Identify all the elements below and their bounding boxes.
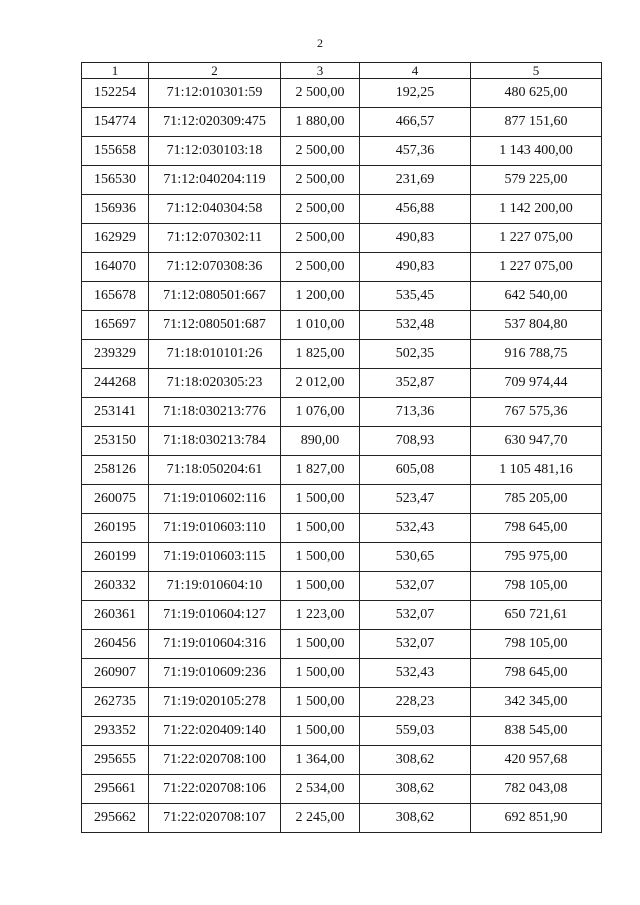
rate-cell: 532,07	[360, 601, 471, 630]
cadastral-number-cell: 71:22:020708:106	[149, 775, 281, 804]
rate-cell: 352,87	[360, 369, 471, 398]
cadastral-number-cell: 71:18:030213:784	[149, 427, 281, 456]
value-cell: 1 227 075,00	[471, 253, 602, 282]
row-id-cell: 293352	[82, 717, 149, 746]
area-cell: 2 500,00	[281, 224, 360, 253]
row-id-cell: 260195	[82, 514, 149, 543]
area-cell: 1 500,00	[281, 543, 360, 572]
area-cell: 1 500,00	[281, 485, 360, 514]
row-id-cell: 253150	[82, 427, 149, 456]
table-row	[82, 717, 602, 746]
value-cell: 480 625,00	[471, 79, 602, 108]
row-id-cell: 164070	[82, 253, 149, 282]
column-header: 3	[281, 63, 360, 79]
value-cell: 537 804,80	[471, 311, 602, 340]
row-id-cell: 262735	[82, 688, 149, 717]
data-table	[81, 62, 602, 833]
area-cell: 2 500,00	[281, 79, 360, 108]
value-cell: 1 143 400,00	[471, 137, 602, 166]
area-cell: 890,00	[281, 427, 360, 456]
table-row	[82, 485, 602, 514]
table-row	[82, 79, 602, 108]
cadastral-number-cell: 71:19:010603:110	[149, 514, 281, 543]
row-id-cell: 295655	[82, 746, 149, 775]
table-body	[82, 79, 602, 833]
cadastral-number-cell: 71:19:010604:316	[149, 630, 281, 659]
area-cell: 1 500,00	[281, 717, 360, 746]
value-cell: 916 788,75	[471, 340, 602, 369]
table-row	[82, 427, 602, 456]
cadastral-number-cell: 71:19:010609:236	[149, 659, 281, 688]
column-header: 2	[149, 63, 281, 79]
row-id-cell: 165697	[82, 311, 149, 340]
value-cell: 798 105,00	[471, 630, 602, 659]
rate-cell: 466,57	[360, 108, 471, 137]
rate-cell: 231,69	[360, 166, 471, 195]
row-id-cell: 156936	[82, 195, 149, 224]
value-cell: 785 205,00	[471, 485, 602, 514]
cadastral-number-cell: 71:19:010603:115	[149, 543, 281, 572]
cadastral-number-cell: 71:18:020305:23	[149, 369, 281, 398]
area-cell: 1 827,00	[281, 456, 360, 485]
table-row	[82, 195, 602, 224]
area-cell: 1 500,00	[281, 572, 360, 601]
column-header: 5	[471, 63, 602, 79]
rate-cell: 532,43	[360, 659, 471, 688]
area-cell: 2 500,00	[281, 137, 360, 166]
value-cell: 1 142 200,00	[471, 195, 602, 224]
column-header: 1	[82, 63, 149, 79]
area-cell: 1 200,00	[281, 282, 360, 311]
row-id-cell: 154774	[82, 108, 149, 137]
row-id-cell: 260075	[82, 485, 149, 514]
row-id-cell: 156530	[82, 166, 149, 195]
cadastral-number-cell: 71:18:030213:776	[149, 398, 281, 427]
area-cell: 1 500,00	[281, 659, 360, 688]
table-row	[82, 659, 602, 688]
row-id-cell: 260456	[82, 630, 149, 659]
rate-cell: 308,62	[360, 775, 471, 804]
page-number: 2	[317, 36, 323, 50]
area-cell: 2 500,00	[281, 195, 360, 224]
rate-cell: 192,25	[360, 79, 471, 108]
cadastral-number-cell: 71:12:080501:687	[149, 311, 281, 340]
table-row	[82, 282, 602, 311]
value-cell: 709 974,44	[471, 369, 602, 398]
table-header-row	[82, 63, 602, 79]
cadastral-number-cell: 71:12:030103:18	[149, 137, 281, 166]
row-id-cell: 152254	[82, 79, 149, 108]
row-id-cell: 260361	[82, 601, 149, 630]
rate-cell: 530,65	[360, 543, 471, 572]
area-cell: 2 012,00	[281, 369, 360, 398]
rate-cell: 456,88	[360, 195, 471, 224]
rate-cell: 532,07	[360, 630, 471, 659]
row-id-cell: 258126	[82, 456, 149, 485]
rate-cell: 490,83	[360, 253, 471, 282]
table-row	[82, 630, 602, 659]
area-cell: 1 500,00	[281, 514, 360, 543]
table-row	[82, 572, 602, 601]
table-row	[82, 514, 602, 543]
value-cell: 767 575,36	[471, 398, 602, 427]
table-row	[82, 253, 602, 282]
rate-cell: 713,36	[360, 398, 471, 427]
rate-cell: 228,23	[360, 688, 471, 717]
cadastral-number-cell: 71:22:020708:107	[149, 804, 281, 833]
value-cell: 692 851,90	[471, 804, 602, 833]
value-cell: 420 957,68	[471, 746, 602, 775]
table-row	[82, 108, 602, 137]
cadastral-number-cell: 71:19:020105:278	[149, 688, 281, 717]
row-id-cell: 253141	[82, 398, 149, 427]
rate-cell: 308,62	[360, 804, 471, 833]
table-row	[82, 398, 602, 427]
value-cell: 642 540,00	[471, 282, 602, 311]
cadastral-number-cell: 71:22:020708:100	[149, 746, 281, 775]
row-id-cell: 260199	[82, 543, 149, 572]
table-row	[82, 775, 602, 804]
area-cell: 2 500,00	[281, 253, 360, 282]
table-row	[82, 340, 602, 369]
cadastral-number-cell: 71:12:040204:119	[149, 166, 281, 195]
rate-cell: 502,35	[360, 340, 471, 369]
row-id-cell: 244268	[82, 369, 149, 398]
table-row	[82, 746, 602, 775]
rate-cell: 532,43	[360, 514, 471, 543]
table-row	[82, 543, 602, 572]
area-cell: 1 364,00	[281, 746, 360, 775]
rate-cell: 532,07	[360, 572, 471, 601]
value-cell: 650 721,61	[471, 601, 602, 630]
table-row	[82, 456, 602, 485]
row-id-cell: 260907	[82, 659, 149, 688]
table-row	[82, 804, 602, 833]
rate-cell: 532,48	[360, 311, 471, 340]
row-id-cell: 239329	[82, 340, 149, 369]
value-cell: 1 105 481,16	[471, 456, 602, 485]
value-cell: 877 151,60	[471, 108, 602, 137]
cadastral-number-cell: 71:18:050204:61	[149, 456, 281, 485]
rate-cell: 308,62	[360, 746, 471, 775]
area-cell: 2 500,00	[281, 166, 360, 195]
row-id-cell: 165678	[82, 282, 149, 311]
table-row	[82, 224, 602, 253]
value-cell: 798 105,00	[471, 572, 602, 601]
cadastral-number-cell: 71:12:080501:667	[149, 282, 281, 311]
row-id-cell: 295661	[82, 775, 149, 804]
row-id-cell: 260332	[82, 572, 149, 601]
cadastral-number-cell: 71:19:010604:10	[149, 572, 281, 601]
value-cell: 795 975,00	[471, 543, 602, 572]
row-id-cell: 295662	[82, 804, 149, 833]
value-cell: 798 645,00	[471, 659, 602, 688]
row-id-cell: 155658	[82, 137, 149, 166]
rate-cell: 708,93	[360, 427, 471, 456]
cadastral-number-cell: 71:22:020409:140	[149, 717, 281, 746]
table-row	[82, 166, 602, 195]
rate-cell: 605,08	[360, 456, 471, 485]
table-row	[82, 688, 602, 717]
table-row	[82, 137, 602, 166]
area-cell: 2 534,00	[281, 775, 360, 804]
cadastral-number-cell: 71:12:040304:58	[149, 195, 281, 224]
area-cell: 1 825,00	[281, 340, 360, 369]
value-cell: 838 545,00	[471, 717, 602, 746]
value-cell: 630 947,70	[471, 427, 602, 456]
column-header: 4	[360, 63, 471, 79]
rate-cell: 523,47	[360, 485, 471, 514]
cadastral-number-cell: 71:19:010604:127	[149, 601, 281, 630]
cadastral-number-cell: 71:12:070302:11	[149, 224, 281, 253]
value-cell: 782 043,08	[471, 775, 602, 804]
area-cell: 1 223,00	[281, 601, 360, 630]
rate-cell: 457,36	[360, 137, 471, 166]
row-id-cell: 162929	[82, 224, 149, 253]
value-cell: 579 225,00	[471, 166, 602, 195]
table-row	[82, 311, 602, 340]
cadastral-number-cell: 71:18:010101:26	[149, 340, 281, 369]
cadastral-number-cell: 71:12:020309:475	[149, 108, 281, 137]
area-cell: 1 076,00	[281, 398, 360, 427]
area-cell: 1 500,00	[281, 630, 360, 659]
cadastral-number-cell: 71:19:010602:116	[149, 485, 281, 514]
area-cell: 1 010,00	[281, 311, 360, 340]
rate-cell: 535,45	[360, 282, 471, 311]
value-cell: 1 227 075,00	[471, 224, 602, 253]
value-cell: 342 345,00	[471, 688, 602, 717]
cadastral-number-cell: 71:12:070308:36	[149, 253, 281, 282]
cadastral-number-cell: 71:12:010301:59	[149, 79, 281, 108]
table-row	[82, 601, 602, 630]
rate-cell: 559,03	[360, 717, 471, 746]
area-cell: 2 245,00	[281, 804, 360, 833]
value-cell: 798 645,00	[471, 514, 602, 543]
area-cell: 1 500,00	[281, 688, 360, 717]
table-row	[82, 369, 602, 398]
rate-cell: 490,83	[360, 224, 471, 253]
area-cell: 1 880,00	[281, 108, 360, 137]
